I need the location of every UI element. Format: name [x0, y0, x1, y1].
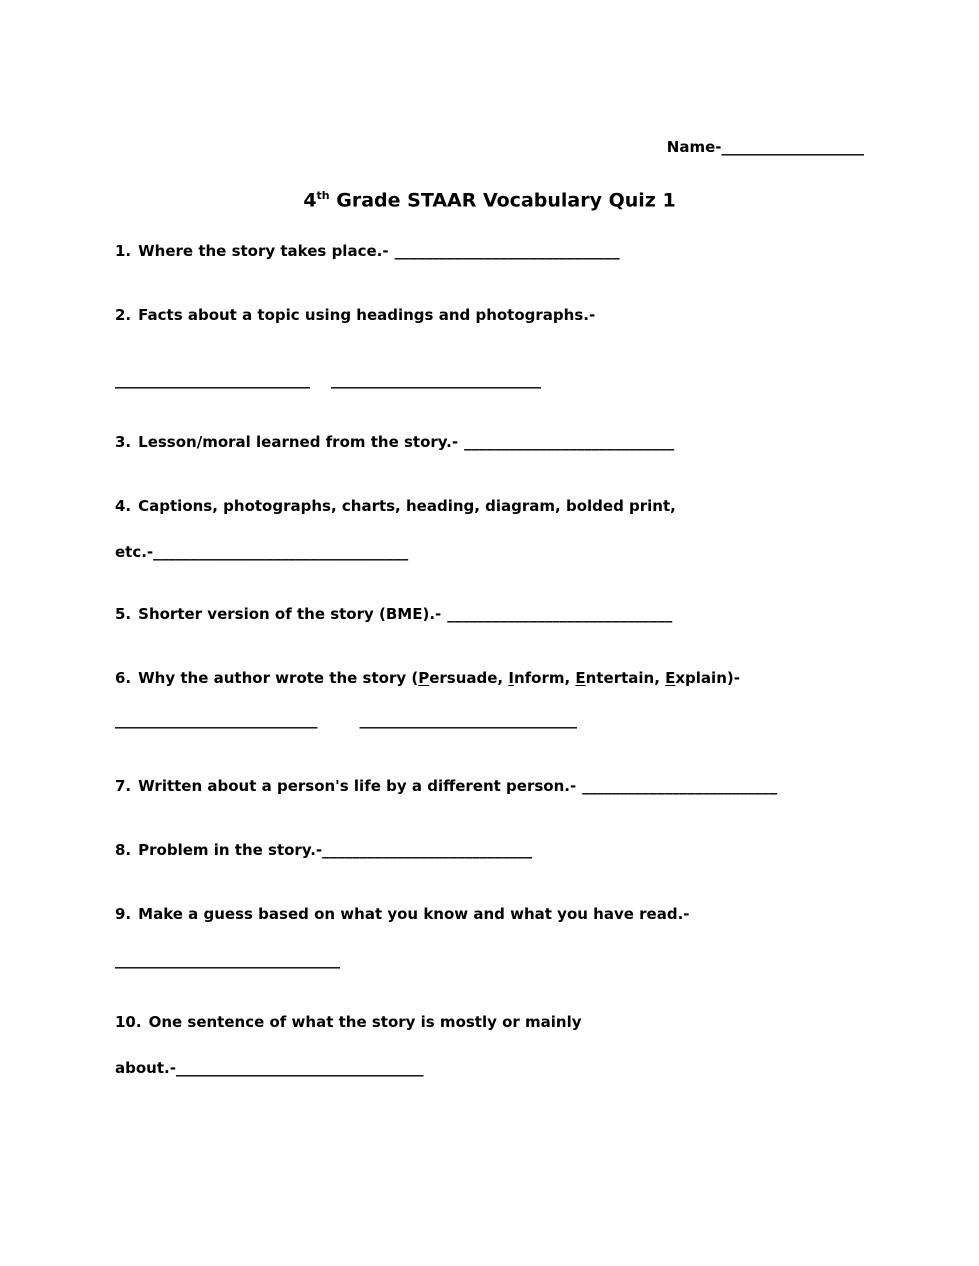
question-text [138, 669, 740, 687]
question-6-blanks [115, 710, 864, 730]
title-base: 4 [303, 189, 317, 212]
question-text: Where the story takes place.- [138, 242, 389, 261]
text-segment: ntertain, [585, 669, 666, 688]
question-text: Captions, photographs, charts, heading, diagram, bolded print, [138, 497, 676, 516]
name-line [115, 137, 864, 157]
text-segment: nform, [513, 669, 576, 688]
question-9 [115, 904, 864, 924]
question-6 [115, 668, 864, 688]
question-number: 8. [115, 841, 132, 860]
question-number: 3. [115, 433, 132, 452]
question-5 [115, 604, 864, 624]
question-2 [115, 305, 864, 325]
answer-blank: __________________________ [115, 371, 310, 390]
title-superscript: th [316, 189, 330, 202]
answer-blank: ____________________________ [322, 841, 533, 860]
text-segment: xplain)- [675, 669, 740, 688]
question-text: Facts about a topic using headings and photographs.- [138, 306, 596, 325]
name-blank-line: ___________________ [721, 138, 864, 156]
answer-blank: ______________________________ [394, 242, 620, 261]
text-segment: Why the author wrote the story ( [138, 669, 419, 688]
question-number: 7. [115, 777, 132, 796]
question-text: Shorter version of the story (BME).- [138, 605, 442, 624]
question-1 [115, 241, 864, 261]
question-4-continuation [115, 542, 864, 562]
question-text: about.- [115, 1059, 176, 1078]
underlined-letter: E [575, 669, 586, 688]
question-text: Written about a person's life by a different person.- [138, 777, 577, 796]
title-rest: Grade STAAR Vocabulary Quiz 1 [329, 189, 676, 212]
question-text: One sentence of what the story is mostly or mainly [148, 1013, 582, 1032]
question-3 [115, 432, 864, 452]
question-text: Make a guess based on what you know and what you have read.- [138, 905, 690, 924]
quiz-title [115, 183, 864, 213]
answer-blank: ____________________________ [331, 371, 541, 390]
question-number: 4. [115, 497, 132, 516]
question-10 [115, 1012, 864, 1032]
answer-blank: ______________________________ [115, 951, 340, 970]
question-number: 9. [115, 905, 132, 924]
question-number: 10. [115, 1013, 142, 1032]
answer-blank: __________________________________ [153, 543, 409, 562]
text-segment: ersuade, [429, 669, 509, 688]
question-8 [115, 840, 864, 860]
question-text: etc.- [115, 543, 154, 562]
question-number: 1. [115, 242, 132, 261]
answer-blank: _________________________________ [175, 1059, 424, 1078]
question-text: Problem in the story.- [138, 841, 323, 860]
answer-blank: ___________________________ [115, 711, 318, 730]
question-number: 2. [115, 306, 132, 325]
question-10-continuation [115, 1058, 864, 1078]
question-4 [115, 496, 864, 516]
question-number: 5. [115, 605, 132, 624]
question-text: Lesson/moral learned from the story.- [138, 433, 459, 452]
answer-blank: ______________________________ [447, 605, 673, 624]
underlined-letter: E [665, 669, 676, 688]
underlined-letter: I [508, 669, 514, 688]
answer-blank: _____________________________ [359, 711, 577, 730]
question-7 [115, 776, 864, 796]
underlined-letter: P [418, 669, 430, 688]
question-9-blank [115, 950, 864, 970]
answer-blank: ____________________________ [464, 433, 675, 452]
question-number: 6. [115, 669, 132, 688]
question-2-blanks [115, 370, 864, 390]
answer-blank: __________________________ [582, 777, 778, 796]
name-label: Name- [666, 138, 722, 156]
